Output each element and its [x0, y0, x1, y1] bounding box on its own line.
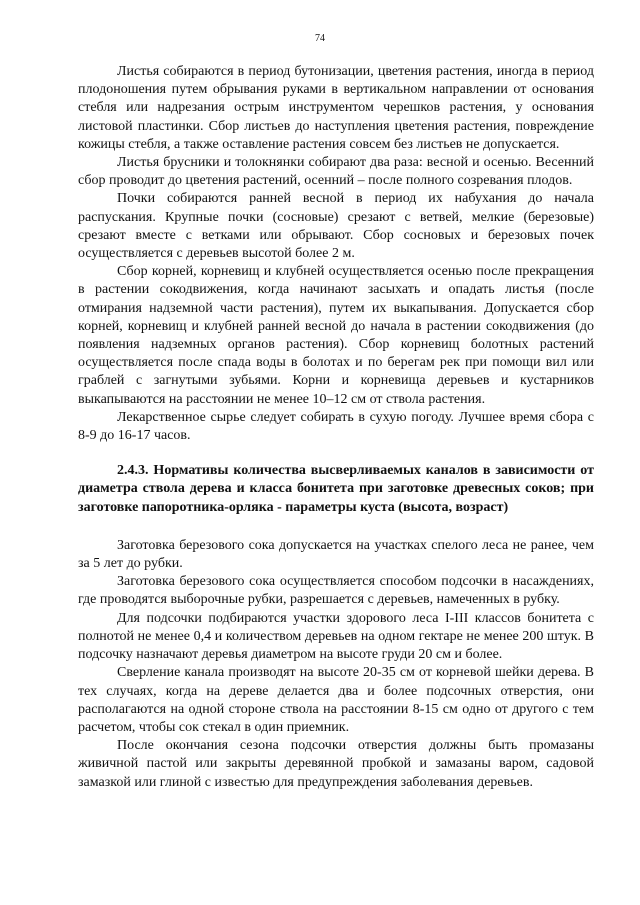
page-number: 74: [315, 33, 325, 44]
paragraph: Сбор корней, корневищ и клубней осуществляется осенью после прекращения в растении сокодвижения, когда начинают засыхать и опадать листья (после отмирания надземной части растения), путем их выкапывания. Допускается сбор корней, корневищ и клубней ранней весной до начала в растении сокодвижения (до появления надземных органов растения). Сбор корневищ болотных растений осуществляется после спада воды в болотах и по берегам рек при помощи вил или граблей с загнутыми зубьями. Корни и корневища деревьев и кустарников выкапываются на расстоянии не менее 10–12 см от ствола растения.: [78, 264, 594, 407]
page-body: [78, 63, 594, 792]
paragraph: После окончания сезона подсочки отверстия должны быть промазаны живичной пастой или закрыты деревянной пробкой и замазаны варом, садовой замазкой или глиной с известью для предупреждения заболевания деревьев.: [78, 738, 594, 790]
paragraph: Заготовка березового сока осуществляется способом подсочки в насаждениях, где проводятся выборочные рубки, разрешается с деревьев, намеченных в рубку.: [78, 574, 594, 608]
section-heading: 2.4.3. Нормативы количества высверливаемых каналов в зависимости от диаметра ствола дерева и класса бонитета при заготовке древесных соков; при заготовке папоротника-орляка - параметры куста (высота, возраст): [78, 463, 594, 515]
paragraph: Заготовка березового сока допускается на участках спелого леса не ранее, чем за 5 лет до рубки.: [78, 537, 594, 572]
paragraphs-after: [78, 537, 594, 792]
paragraph: Листья собираются в период бутонизации, цветения растения, иногда в период плодоношения путем обрывания руками в вертикальном направлении от основания стебля или надрезания острым инструментом черешков растения, у основания листовой пластинки. Сбор листьев до наступления цветения растения, повреждение кожицы стебля, а также оставление растения совсем без листьев не допускается.: [78, 64, 594, 152]
paragraph: Для подсочки подбираются участки здорового леса I-III классов бонитета с полнотой не менее 0,4 и количеством деревьев на одном гектаре не менее 200 штук. В подсочку назначают деревья диаметром на высоте груди 20 см и более.: [78, 610, 594, 663]
paragraph: Почки собираются ранней весной в период их набухания до начала распускания. Крупные почки (сосновые) срезают с ветвей, мелкие (березовые) срезают вместе с ветками или обрывают. Сбор сосновых и березовых почек осуществляется с деревьев высотой более 2 м.: [78, 191, 594, 262]
paragraph: Сверление канала производят на высоте 20-35 см от корневой шейки дерева. В тех случаях, когда на дереве делается два и более подсочных отверстия, они располагаются на одной стороне ствола на расстоянии 8-15 см одно от другого с тем расчетом, чтобы сок стекал в один приемник.: [78, 665, 594, 735]
paragraph: Лекарственное сырье следует собирать в сухую погоду. Лучшее время сбора с 8-9 до 16-17 часов.: [78, 409, 594, 444]
paragraphs-before: [78, 63, 594, 445]
paragraph: Листья брусники и толокнянки собирают два раза: весной и осенью. Весенний сбор проводит до цветения растений, осенний – после полного созревания плодов.: [78, 155, 594, 189]
